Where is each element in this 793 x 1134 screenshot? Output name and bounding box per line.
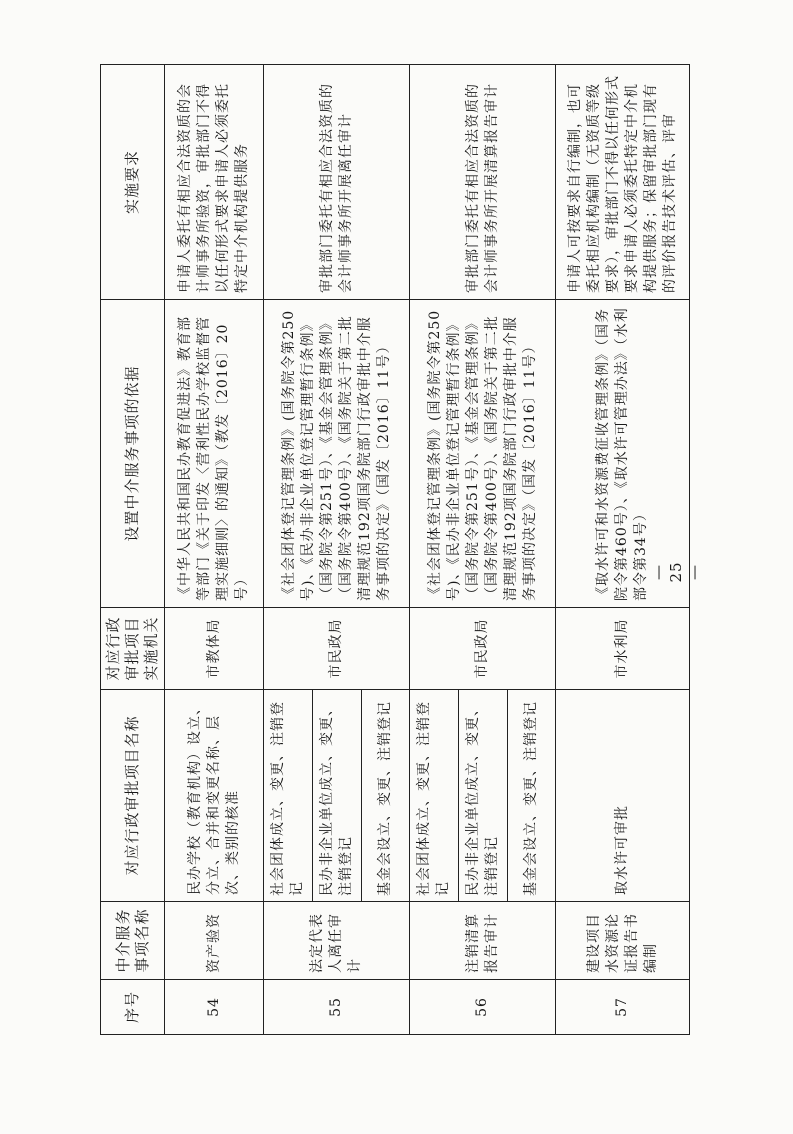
row-no: 54 (165, 980, 264, 1035)
table-row (264, 65, 313, 1035)
header-service: 中介服务事项名称 (101, 902, 165, 980)
row-no: 56 (410, 980, 556, 1035)
intermediary-services-table (100, 64, 690, 1035)
table-row (556, 65, 690, 1035)
table-row (165, 65, 264, 1035)
row-agency: 市民政局 (410, 608, 556, 690)
row-approval-item: 社会团体成立、变更、注销登记 (264, 690, 313, 902)
row-agency: 市民政局 (264, 608, 410, 690)
row-approval-item: 基金会设立、变更、注销登记 (361, 690, 410, 902)
header-approval: 对应行政审批项目名称 (101, 690, 165, 902)
row-approval-item: 社会团体成立、变更、注销登记 (410, 690, 459, 902)
row-service: 资产验资 (165, 902, 264, 980)
row-requirement: 申请人可按要求自行编制，也可委托相应机构编制（无资质等级要求），审批部门不得以任何形式要求申请人必须委托特定中介机构提供服务；保留审批部门现有的评价报告技术评估、评审 (556, 65, 690, 300)
rotated-table-container (100, 65, 690, 1035)
row-agency: 市教体局 (165, 608, 264, 690)
table-row (410, 65, 459, 1035)
header-agency: 对应行政审批项目实施机关 (101, 608, 165, 690)
row-approval-item: 民办非企业单位成立、变更、注销登记 (313, 690, 362, 902)
row-requirement: 审批部门委托有相应合法资质的会计师事务所开展清算报告审计 (410, 65, 556, 300)
row-service: 法定代表人离任审计 (264, 902, 410, 980)
row-approval-item: 民办非企业单位成立、变更、注销登记 (458, 690, 507, 902)
row-approval: 取水许可审批 (556, 690, 690, 902)
table-header-row (101, 65, 165, 1035)
header-no: 序号 (101, 980, 165, 1035)
row-no: 57 (556, 980, 690, 1035)
row-service: 建设项目水资源论证报告书编制 (556, 902, 690, 980)
row-agency: 市水利局 (556, 608, 690, 690)
header-basis: 设置中介服务事项的依据 (101, 300, 165, 608)
row-approval: 民办学校（教育机构）设立、分立、合并和变更名称、层次、类别的核准 (165, 690, 264, 902)
row-basis: 《中华人民共和国民办教育促进法》教育部等部门《关于印发〈营利性民办学校监督管理实施细则〉的通知》（教发〔2016〕20号） (165, 300, 264, 608)
row-requirement: 审批部门委托有相应合法资质的会计师事务所开展离任审计 (264, 65, 410, 300)
row-basis: 《社会团体登记管理条例》(国务院令第250号)、《民办非企业单位登记管理暂行条例》（国务院令第251号）、《基金会管理条例》（国务院令第400号）、《国务院关于第二批清理规范192项国务院部门行政审批中介服务事项的决定》（国发〔2016〕11号） (264, 300, 410, 608)
row-no: 55 (264, 980, 410, 1035)
page-number: — 25 — (649, 561, 703, 583)
header-requirement: 实施要求 (101, 65, 165, 300)
row-basis: 《取水许可和水资源费征收管理条例》（国务院令第460号）、《取水许可管理办法》（水利部令第34号） (556, 300, 690, 608)
row-service: 注销清算报告审计 (410, 902, 556, 980)
row-approval-item: 基金会设立、变更、注销登记 (507, 690, 556, 902)
row-basis: 《社会团体登记管理条例》(国务院令第250号)、《民办非企业单位登记管理暂行条例》（国务院令第251号）、《基金会管理条例》（国务院令第400号）、《国务院关于第二批清理规范192项国务院部门行政审批中介服务事项的决定》（国发〔2016〕11号） (410, 300, 556, 608)
row-requirement: 申请人委托有相应合法资质的会计师事务所验资，审批部门不得以任何形式要求申请人必须委托特定中介机构提供服务 (165, 65, 264, 300)
